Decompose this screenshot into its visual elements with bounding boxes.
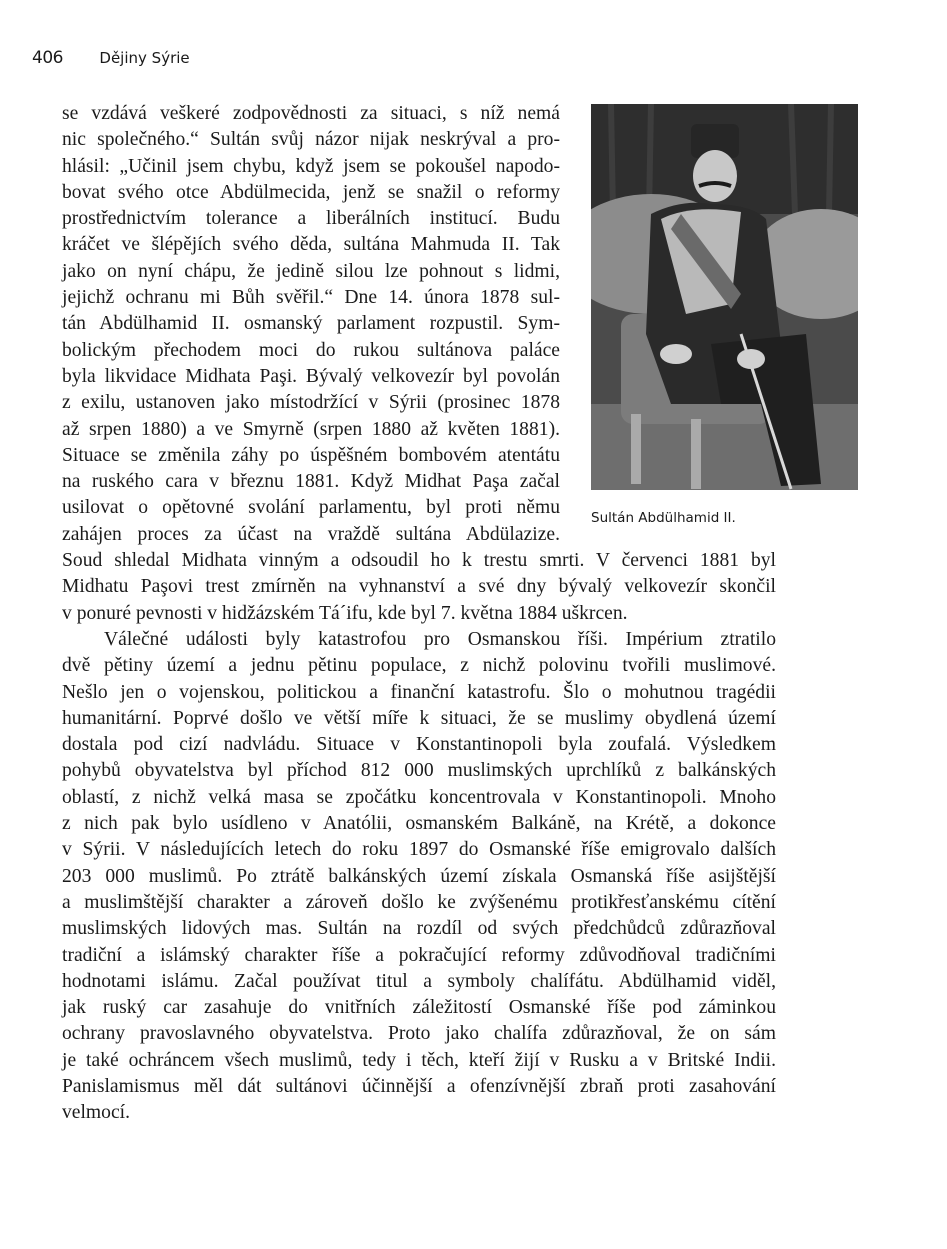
text-line: z nich pak bylo usídleno v Anatólii, osmanském Balkáně, na Krétě, a dokonce [62,813,776,835]
text-line: pohybů obyvatelstva byl příchod 812 000 muslimských uprchlíků z balkánských [62,760,776,782]
text-line: dvě pětiny území a jednu pětinu populace, z nichž polovinu tvořili muslimové. [62,655,776,677]
text-line: v ponuré pevnosti v hidžázském Tá´ifu, kde byl 7. května 1884 uškrcen. [62,602,628,624]
text-line: kráčet ve šlépějích svého děda, sultána Mahmuda II. Tak [62,234,560,256]
text-line: Midhatu Paşovi trest zmírněn na vyhnanství a své dny bývalý velkovezír skončil [62,576,776,598]
text-line: je také ochráncem všech muslimů, tedy i těch, kteří žijí v Rusku a v Britské Indii. [62,1049,776,1071]
paragraph-2 [62,627,776,1127]
running-title: Dějiny Sýrie [99,49,190,67]
text-line: prostřednictvím tolerance a liberálních institucí. Budu [62,208,560,230]
text-line: dostala pod cizí nadvládu. Situace v Konstantinopoli byla zoufalá. Výsledkem [62,734,776,756]
text-line: Situace se změnila záhy po úspěšném bombovém atentátu [62,444,560,466]
text-line: 203 000 muslimů. Po ztrátě balkánských území získala Osmanská říše asijštější [62,865,776,887]
text-line: byla likvidace Midhata Paşi. Bývalý velkovezír byl povolán [62,365,560,387]
text-line: usilovat o opětovné svolání parlamentu, byl proti němu [62,497,560,519]
text-line: hodnotami islámu. Začal používat titul a symboly chalífátu. Abdülhamid viděl, [62,970,776,992]
text-line: a muslimštější charakter a zároveň došlo ke zvýšenému protikřesťanskému cítění [62,891,776,913]
text-line: až srpen 1880) a ve Smyrně (srpen 1880 až květen 1881). [62,418,560,440]
page-number: 406 [32,48,63,68]
text-line: bolickým přechodem moci do rukou sultánova paláce [62,339,560,361]
figure [591,104,858,526]
text-line: na ruského cara v březnu 1881. Když Midhat Paşa začal [62,471,560,493]
portrait-illustration [591,104,858,490]
text-line: Panislamismus měl dát sultánovi účinnější a ofenzívnější zbraň proti zasahování [62,1076,776,1098]
paragraph-continuation [62,548,776,627]
text-line: oblastí, z nichž velká masa se zpočátku koncentrovala v Konstantinopoli. Mnoho [62,786,776,808]
text-line: muslimských lidových mas. Sultán na rozdíl od svých předchůdců zdůrazňoval [62,918,776,940]
text-line: v Sýrii. V následujících letech do roku 1897 do Osmanské říše emigrovalo dalších [62,839,776,861]
text-line: jako on nyní chápu, že jedině silou lze pohnout s lidmi, [62,260,560,282]
text-line: hlásil: „Učinil jsem chybu, když jsem se pokoušel napodo- [62,155,560,177]
text-line: Soud shledal Midhata vinným a odsoudil ho k trestu smrti. V červenci 1881 byl [62,550,776,571]
text-line: Nešlo jen o vojenskou, politickou a finanční katastrofu. Šlo o mohutnou tragédii [62,681,776,703]
text-line: Válečné události byly katastrofou pro Osmanskou říši. Impérium ztratilo [104,629,776,650]
text-line: tán Abdülhamid II. osmanský parlament rozpustil. Sym- [62,313,560,335]
text-line: tradiční a islámský charakter říše a pokračující reformy zdůvodňoval tradičními [62,944,776,966]
sultan-portrait-photo [591,104,858,490]
text-line: bovat svého otce Abdülmecida, jenž se snažil o reformy [62,181,560,203]
page-header [32,48,190,68]
text-line: humanitární. Poprvé došlo ve větší míře k situaci, že se muslimy obydlená území [62,707,776,729]
text-line: zahájen proces za účast na vraždě sultána Abdülazize. [62,523,560,545]
text-line: ochrany pravoslavného obyvatelstva. Proto jako chalífa zdůrazňoval, že on sám [62,1023,776,1045]
text-line: velmocí. [62,1102,131,1124]
text-line: z exilu, ustanoven jako místodržící v Sýrii (prosinec 1878 [62,392,560,414]
text-line: jejichž ochranu mi Bůh svěřil.“ Dne 14. února 1878 sul- [62,287,560,309]
text-line: se vzdává veškeré zodpovědnosti za situaci, s níž nemá [62,103,560,124]
text-line: jak ruský car zasahuje do vnitřních záležitostí Osmanské říše pod záminkou [62,997,776,1019]
text-line: nic společného.“ Sultán svůj názor nijak neskrýval a pro- [62,129,560,151]
wrapped-text-column [62,101,560,548]
figure-caption: Sultán Abdülhamid II. [591,510,736,526]
